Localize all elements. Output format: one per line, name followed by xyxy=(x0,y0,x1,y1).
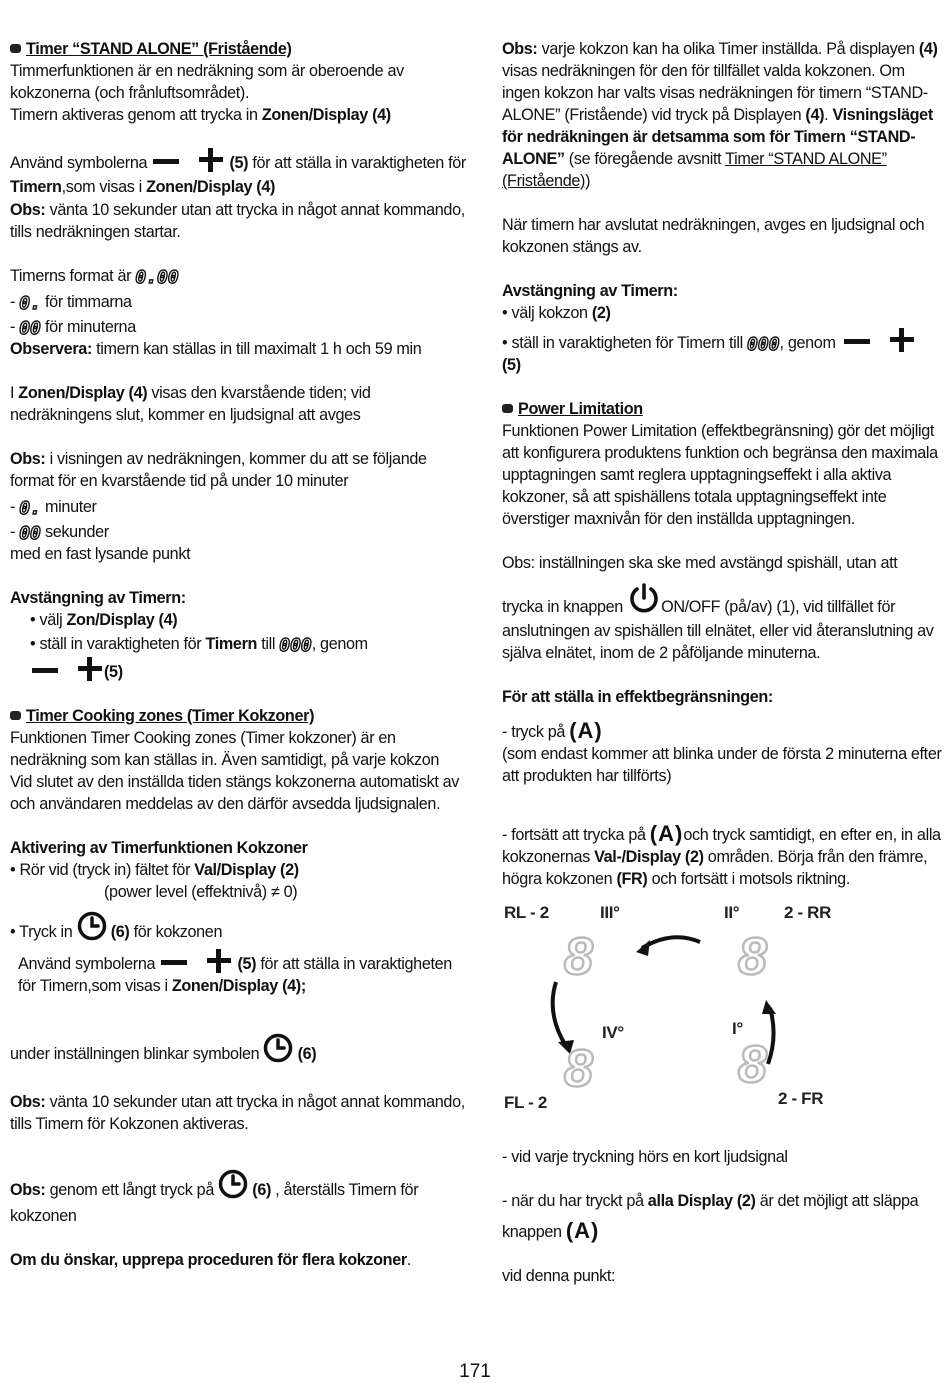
subheading: För att ställa in effektbegränsningen: xyxy=(502,688,773,706)
page-number: 171 xyxy=(459,1361,491,1382)
bullet-square-icon xyxy=(10,711,21,720)
list-item: - fortsätt att trycka på (A)och tryck samtidigt, en efter en, in alla kokzonernas Val-/Display (2) områden. Börja från den främre, högra kokzonen (FR) och fortsätt i motsols riktning. xyxy=(502,821,941,888)
zone-label-rl: RL - 2 xyxy=(504,903,549,922)
list-item: - när du har tryckt på alla Display (2) är det möjligt att släppa xyxy=(502,1192,919,1210)
minus-icon xyxy=(161,960,187,965)
paragraph: Använd symbolerna (5) för att ställa in varaktigheten för Timern,som visas i Zonen/Display (4) xyxy=(10,148,470,199)
clock-icon xyxy=(77,911,107,947)
minus-icon xyxy=(844,339,870,344)
segment-display: 0. xyxy=(19,498,41,519)
list-item: (power level (effektnivå) ≠ 0) xyxy=(104,883,298,901)
format-minutes: - 0. minuter xyxy=(10,498,97,519)
paragraph: med en fast lysande punkt xyxy=(10,545,191,563)
paragraph: Funktionen Power Limitation (effektbegränsning) gör det möjligt att konfigurera produktens funktion och begränsa den maximala upptagningen samt reglera upptagningseffekt i alla aktiva kokzoner, så att spishällens totala upptagningseffekt inte överstiger maxnivån för den inställda upptagningen. xyxy=(502,422,938,528)
list-item: • välj Zon/Display (4) xyxy=(30,611,178,629)
paragraph: Obs: vänta 10 sekunder utan att trycka in något annat kommando, tills Timern för Kokzonen aktiveras. xyxy=(10,1093,465,1133)
paragraph: (som endast kommer att blinka under de första 2 minuterna efter att produkten har tillförts) xyxy=(502,745,942,785)
right-column xyxy=(502,38,942,1287)
zone-label-fr: 2 - FR xyxy=(778,1089,824,1108)
paragraph: När timern har avslutat nedräkningen, avges en ljudsignal och kokzonen stängs av. xyxy=(502,216,925,256)
arrow-icon xyxy=(553,982,566,1046)
list-item: • ställ in varaktigheten för Timern till 000, genom xyxy=(30,635,368,656)
paragraph: I Zonen/Display (4) visas den kvarstående tiden; vid nedräkningens slut, kommer en ljudsignal att avges xyxy=(10,384,371,424)
paragraph: Om du önskar, upprepa proceduren för flera kokzoner. xyxy=(10,1251,411,1269)
zone-digit-rl: 8 xyxy=(564,928,593,986)
clock-icon xyxy=(218,1169,248,1205)
zone-digit-fr: 8 xyxy=(738,1036,767,1094)
paragraph: Funktionen Timer Cooking zones (Timer kokzoner) är en nedräkning som kan ställas in. Även samtidigt, på varje kokzon xyxy=(10,729,440,769)
subheading: Avstängning av Timern: xyxy=(502,282,678,300)
format-seconds: - 00 sekunder xyxy=(10,523,109,544)
zone-digit-rr: 8 xyxy=(738,928,767,986)
level-label-ii: II° xyxy=(724,903,740,922)
list-item: (5) xyxy=(502,356,521,374)
list-item: • Tryck in (6) för kokzonen xyxy=(10,911,470,947)
list-item: • välj kokzon (2) xyxy=(502,304,611,322)
paragraph: Timmerfunktionen är en nedräkning som är oberoende av kokzonerna (och frånluftsområdet). xyxy=(10,62,404,102)
list-item: • ställ in varaktigheten för Timern till 000, genom xyxy=(502,328,942,354)
arrow-head-icon xyxy=(762,1000,776,1014)
zone-label-rr: 2 - RR xyxy=(784,903,832,922)
subheading: Aktivering av Timerfunktionen Kokzoner xyxy=(10,839,308,857)
plus-icon xyxy=(890,328,914,352)
plus-icon xyxy=(78,657,102,681)
power-icon xyxy=(627,582,661,620)
list-item: • Rör vid (tryck in) fältet för Val/Display (2) xyxy=(10,861,299,879)
segment-display: 000 xyxy=(279,635,312,656)
clock-icon xyxy=(263,1033,293,1069)
list-item: knappen (A) xyxy=(502,1218,600,1243)
paragraph: Obs: genom ett långt tryck på (6) , återställs Timern för kokzonen xyxy=(10,1169,470,1227)
paragraph: trycka in knappen ON/OFF (på/av) (1), vid tillfället för anslutningen av spishällen till elnätet, eller vid återanslutning av själva elnätet, inom de 2 påföljande minuterna. xyxy=(502,582,942,664)
section-title-power-limitation: Power Limitation xyxy=(502,398,942,420)
segment-display: 0. xyxy=(19,293,41,314)
plus-icon xyxy=(207,949,231,973)
format-minutes: - 00 för minuterna xyxy=(10,318,136,339)
left-column xyxy=(10,38,470,1271)
paragraph: Obs: i visningen av nedräkningen, kommer du att se följande format för en kvarstående tid på under 10 minuter xyxy=(10,450,427,490)
segment-display: 000 xyxy=(747,334,780,355)
format-line: Timerns format är 0.00 xyxy=(10,267,179,288)
section-title-timer-cooking-zones: Timer Cooking zones (Timer Kokzoner) xyxy=(10,705,470,727)
bullet-square-icon xyxy=(502,404,513,413)
level-label-iii: III° xyxy=(600,903,620,922)
paragraph: Obs: vänta 10 sekunder utan att trycka in något annat kommando, tills nedräkningen startar. xyxy=(10,201,465,241)
a-button-icon: (A) xyxy=(649,821,684,846)
level-label-i: I° xyxy=(732,1019,743,1038)
zone-label-fl: FL - 2 xyxy=(504,1093,547,1112)
subheading: Avstängning av Timern: xyxy=(10,589,186,607)
paragraph: Timern aktiveras genom att trycka in Zonen/Display (4) xyxy=(10,106,391,124)
paragraph: vid denna punkt: xyxy=(502,1267,616,1285)
a-button-icon: (A) xyxy=(569,718,603,743)
minus-icon xyxy=(153,159,179,164)
list-item: (5) xyxy=(10,657,470,683)
segment-display: 00 xyxy=(19,523,41,544)
section-title-timer-stand-alone: Timer “STAND ALONE” (Fristående) xyxy=(10,38,470,60)
minus-icon xyxy=(32,668,58,673)
bullet-square-icon xyxy=(10,44,21,53)
format-hours: - 0. för timmarna xyxy=(10,293,132,314)
zone-digit-fl: 8 xyxy=(564,1040,593,1098)
a-button-icon: (A) xyxy=(565,1218,600,1243)
plus-icon xyxy=(199,148,223,172)
list-item: - vid varje tryckning hörs en kort ljudsignal xyxy=(502,1148,788,1166)
arrow-head-icon xyxy=(636,940,650,956)
paragraph: Obs: varje kokzon kan ha olika Timer inställda. På displayen (4) visas nedräkningen för den för tillfället valda kokzonen. Om ingen kokzon har valts visas nedräkningen för timern “STAND-ALONE” (Fristående) vid tryck på Displayen (4). Visningsläget för nedräkningen är detsamma som för Timern “STAND-ALONE” (se föregående avsnitt Timer “STAND ALONE” (Fristående)) xyxy=(502,40,938,190)
arrow-icon xyxy=(642,937,700,948)
list-item: - tryck på (A) xyxy=(502,718,603,743)
paragraph: under inställningen blinkar symbolen (6) xyxy=(10,1033,470,1069)
paragraph: Observera: timern kan ställas in till maximalt 1 h och 59 min xyxy=(10,340,422,358)
cooking-zones-diagram xyxy=(502,896,847,1118)
arrow-icon xyxy=(768,1008,774,1064)
segment-display: 0.00 xyxy=(135,267,179,288)
paragraph: Vid slutet av den inställda tiden stängs kokzonerna automatiskt av och användaren meddelas av den därför avsedda ljudsignalen. xyxy=(10,773,460,813)
segment-display: 00 xyxy=(19,318,41,339)
list-item: Använd symbolerna (5) för att ställa in varaktigheten för Timern,som visas i Zonen/Display (4); xyxy=(10,949,470,997)
level-label-iv: IV° xyxy=(602,1023,624,1042)
paragraph: Obs: inställningen ska ske med avstängd spishäll, utan att xyxy=(502,554,898,572)
